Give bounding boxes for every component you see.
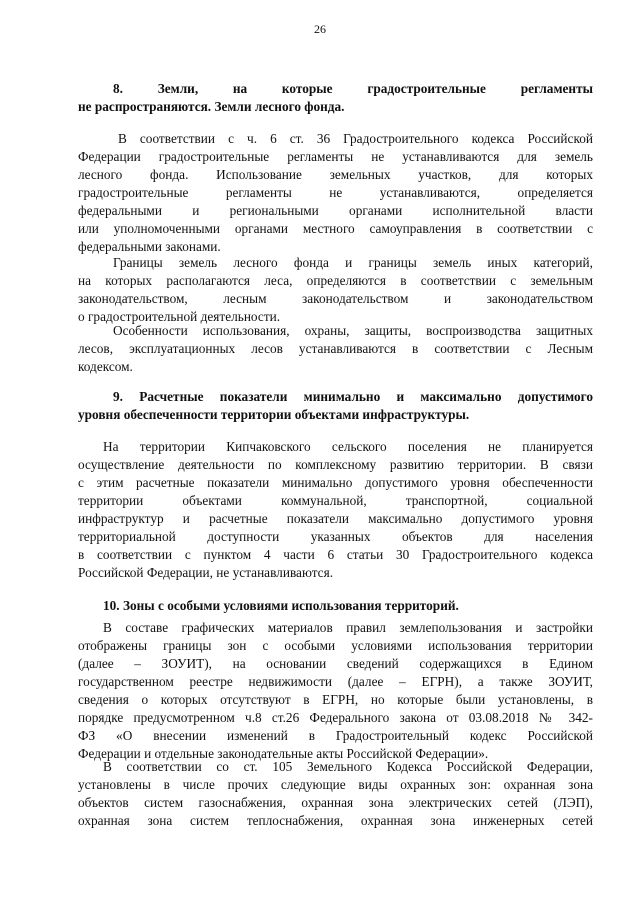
- text-line: охранная зона систем теплоснабжения, охранная зона инженерных сетей: [78, 813, 593, 828]
- text-line: В соответствии с ч. 6 ст. 36 Градостроительного кодекса Российской: [118, 131, 593, 146]
- page-number: 26: [314, 22, 326, 36]
- text-line: отображены границы зон с особыми условиями использования территории: [78, 638, 593, 653]
- text-line: уровня обеспеченности территории объектами инфраструктуры.: [78, 407, 470, 422]
- section-8-paragraph-1: [78, 130, 593, 256]
- text-line: порядке предусмотренном ч.8 ст.26 Федерального закона от 03.08.2018 № 342-: [78, 710, 593, 725]
- text-line: ФЗ «О внесении изменений в Градостроительный кодекс Российской: [78, 728, 593, 743]
- text-line: территориальной доступности указанных объектов для населения: [78, 529, 593, 544]
- text-line: объектов систем газоснабжения, охранная зона электрических сетей (ЛЭП),: [78, 795, 593, 810]
- text-line: лесного фонда. Использование земельных участков, для которых: [78, 167, 593, 182]
- section-8-heading: [78, 80, 593, 116]
- text-line: или уполномоченными органами местного самоуправления в соответствии с: [78, 221, 593, 236]
- text-line: Особенности использования, охраны, защиты, воспроизводства защитных: [113, 323, 593, 338]
- section-8-paragraph-3: [78, 322, 593, 376]
- text-line: законодательством, лесным законодательством и законодательством: [78, 291, 593, 306]
- text-line: установлены в числе прочих следующие виды охранных зон: охранная зона: [78, 777, 593, 792]
- text-line: не распространяются. Земли лесного фонда.: [78, 99, 345, 114]
- text-line: кодексом.: [78, 359, 133, 374]
- text-line: федеральными и региональными органами исполнительной власти: [78, 203, 593, 218]
- text-line: градостроительные регламенты не устанавливаются, определяется: [78, 185, 593, 200]
- text-line: федеральными законами.: [78, 239, 221, 254]
- text-line: государственном реестре недвижимости (далее – ЕГРН), а также ЗОУИТ,: [78, 674, 593, 689]
- section-10-paragraph-2: [78, 758, 593, 830]
- text-line: на которых располагаются леса, определяются в соответствии с земельным: [78, 273, 593, 288]
- section-9-paragraph-1: [78, 438, 593, 582]
- section-9-heading: [78, 388, 593, 424]
- text-line: Федерации и отдельные законодательные акты Российской Федерации».: [78, 746, 489, 761]
- text-line: инфраструктур и расчетные показатели максимально допустимого уровня: [78, 511, 593, 526]
- text-line: На территории Кипчаковского сельского поселения не планируется: [103, 439, 593, 454]
- text-line: в соответствии с пунктом 4 части 6 статьи 30 Градостроительного кодекса: [78, 547, 593, 562]
- section-10-paragraph-1: [78, 619, 593, 763]
- text-line: В составе графических материалов правил землепользования и застройки: [103, 620, 593, 635]
- section-8-paragraph-2: [78, 254, 593, 326]
- text-line: Федерации градостроительные регламенты не устанавливаются для земель: [78, 149, 593, 164]
- text-line: с этим расчетные показатели минимально допустимого уровня обеспеченности: [78, 475, 593, 490]
- text-line: (далее – ЗОУИТ), на основании сведений содержащихся в Едином: [78, 656, 593, 671]
- text-line: осуществление деятельности по комплексному развитию территории. В связи: [78, 457, 593, 472]
- text-line: лесов, эксплуатационных лесов устанавливаются в соответствии с Лесным: [78, 341, 593, 356]
- text-line: Российской Федерации, не устанавливаются.: [78, 565, 334, 580]
- text-line: Границы земель лесного фонда и границы земель иных категорий,: [113, 255, 593, 270]
- text-line: 10. Зоны с особыми условиями использования территорий.: [103, 598, 459, 613]
- text-line: 8. Земли, на которые градостроительные регламенты: [113, 81, 593, 96]
- text-line: 9. Расчетные показатели минимально и максимально допустимого: [113, 389, 593, 404]
- text-line: о градостроительной деятельности.: [78, 309, 281, 324]
- section-10-heading: [78, 597, 593, 615]
- text-line: В соответствии со ст. 105 Земельного Кодекса Российской Федерации,: [103, 759, 593, 774]
- text-line: сведения о которых отсутствуют в ЕГРН, но которые были установлены, в: [78, 692, 593, 707]
- text-line: территории объектами коммунальной, транспортной, социальной: [78, 493, 593, 508]
